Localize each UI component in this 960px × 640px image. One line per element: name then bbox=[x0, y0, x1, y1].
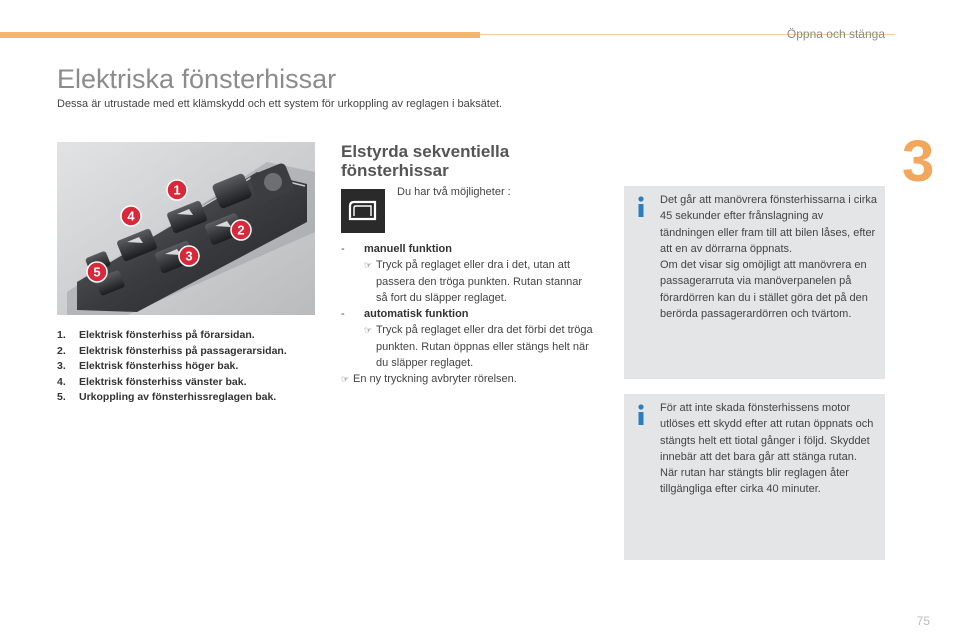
operating-modes bbox=[341, 241, 596, 388]
window-icon bbox=[341, 189, 385, 233]
arrow-bullet-icon: ☞ bbox=[341, 374, 350, 385]
info-icon bbox=[636, 196, 646, 218]
manual-step: ☞ Tryck på reglaget eller dra i det, utan att passera den tröga punkten. Rutan stannar så fort du släpper reglaget. bbox=[341, 257, 596, 306]
legend-list bbox=[57, 328, 327, 406]
legend-item: 1. Elektrisk fönsterhiss på förarsidan. bbox=[57, 329, 255, 341]
callout-4-label: 4 bbox=[127, 208, 135, 224]
info-icon bbox=[636, 404, 646, 426]
chapter-number: 3 bbox=[902, 129, 935, 194]
page-number: 75 bbox=[916, 614, 930, 628]
automatic-mode-heading: - automatisk funktion bbox=[341, 308, 469, 321]
arrow-bullet-icon: ☞ bbox=[364, 325, 373, 336]
legend-item: 3. Elektrisk fönsterhiss höger bak. bbox=[57, 360, 239, 372]
page-title: Elektriska fönsterhissar bbox=[57, 64, 337, 94]
running-header: Öppna och stänga bbox=[786, 27, 885, 41]
info-box-motor-protection: För att inte skada fönsterhissens motor utlöses ett skydd efter att rutan öppnats och stängts helt ett tiotal gånger i följd. Skyddet innebär att det bara går att stänga rutan. När rutan har stängts blir reglagen åter tillgängliga efter cirka 40 minuter. bbox=[624, 394, 885, 560]
arrow-bullet-icon: ☞ bbox=[364, 260, 373, 271]
callout-3-label: 3 bbox=[185, 248, 193, 264]
header-accent-bar bbox=[0, 32, 480, 38]
intro-text: Dessa är utrustade med ett klämskydd och ett system för urkoppling av reglagen i baksätet. bbox=[57, 98, 503, 110]
callout-1-label: 1 bbox=[173, 182, 181, 198]
section-title: Elstyrda sekventiella fönsterhissar bbox=[341, 142, 510, 180]
callout-5-label: 5 bbox=[93, 264, 101, 280]
legend-item: 2. Elektrisk fönsterhiss på passagerarsidan. bbox=[57, 344, 287, 357]
automatic-step: ☞ Tryck på reglaget eller dra det förbi det tröga punkten. Rutan öppnas eller stängs helt när du släpper reglaget. bbox=[341, 322, 596, 371]
manual-mode-heading: - manuell funktion bbox=[341, 243, 452, 255]
callout-2-label: 2 bbox=[237, 222, 245, 238]
legend-item: 4. Elektrisk fönsterhiss vänster bak. bbox=[57, 375, 247, 388]
options-lead: Du har två möjligheter : bbox=[397, 186, 511, 198]
legend-item: 5. Urkoppling av fönsterhissreglagen bak. bbox=[57, 391, 277, 403]
window-switch-photo bbox=[57, 142, 315, 315]
callout-layer bbox=[57, 142, 315, 315]
automatic-step: ☞ En ny tryckning avbryter rörelsen. bbox=[341, 371, 596, 387]
info-box-timing: Det går att manövrera fönsterhissarna i cirka 45 sekunder efter frånslagning av tändningen eller fram till att bilen låses, efter att en av dörrarna öppnats. Om det visar sig omöjligt att manövrera en passagerarruta via manöverpanelen på förardörren kan du i stället göra det på den berörda passagerardörren och tvärtom. bbox=[624, 186, 885, 379]
